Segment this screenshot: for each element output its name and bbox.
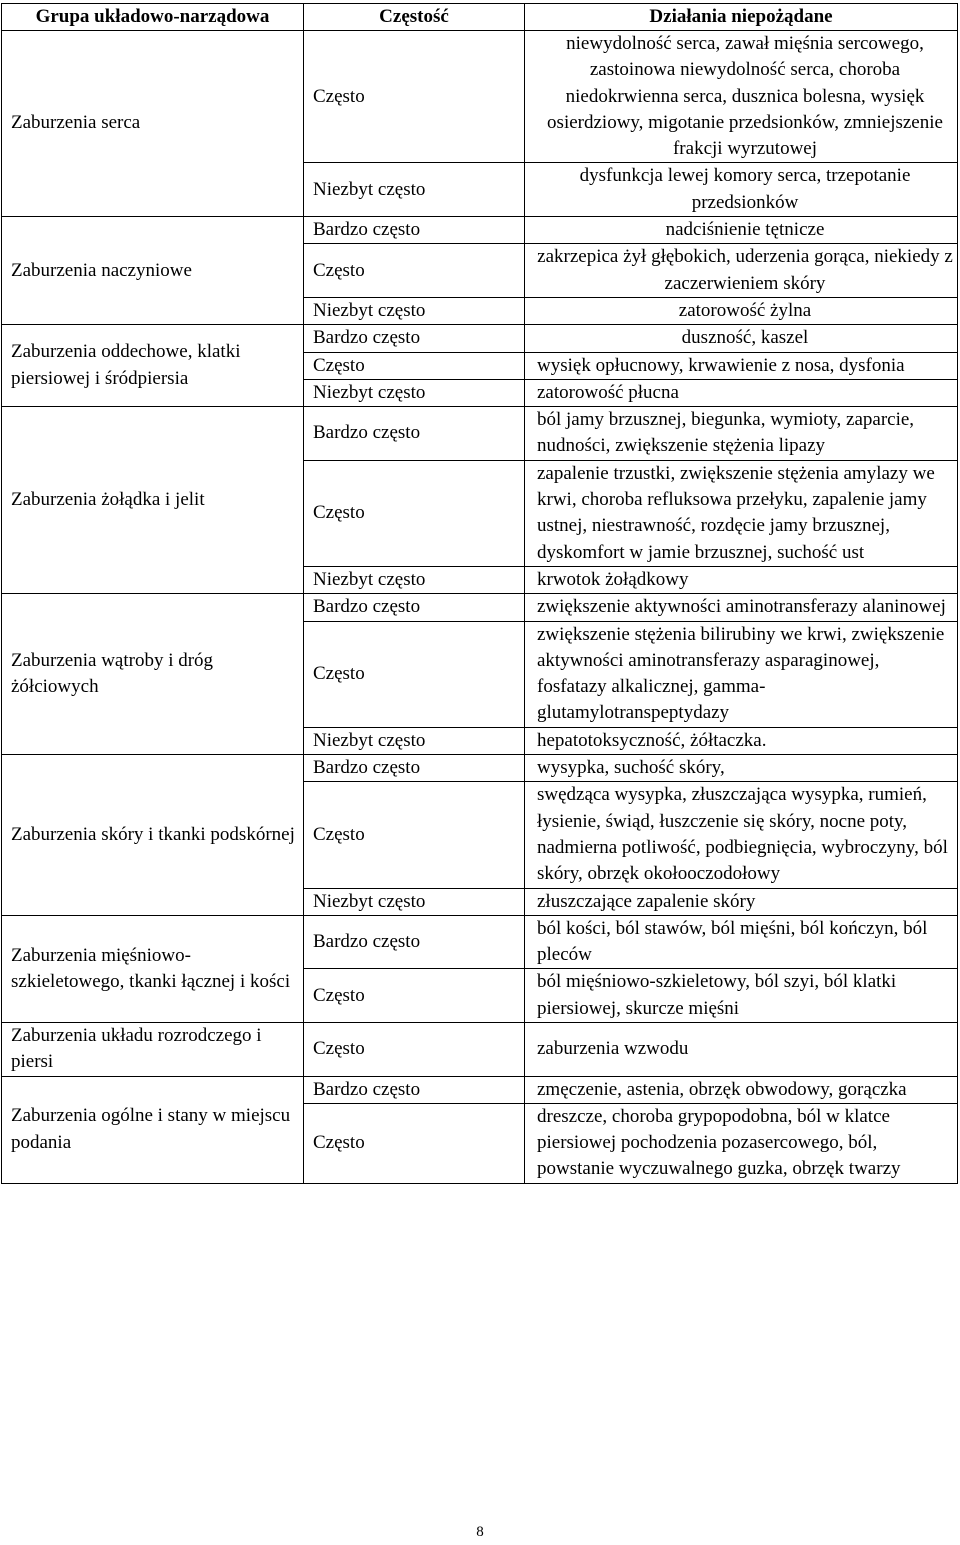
header-effects: Działania niepożądane: [525, 4, 958, 31]
adverse-effects-cell: ból mięśniowo-szkieletowy, ból szyi, ból klatki piersiowej, skurcze mięśni: [525, 969, 958, 1023]
adverse-effects-cell: ból jamy brzusznej, biegunka, wymioty, zaparcie, nudności, zwiększenie stężenia lipazy: [525, 407, 958, 461]
header-group: Grupa układowo-narządowa: [2, 4, 304, 31]
table-row: [2, 1076, 958, 1103]
frequency-cell: Bardzo często: [304, 1076, 525, 1103]
frequency-cell: Często: [304, 782, 525, 888]
adverse-effects-cell: zwiększenie aktywności aminotransferazy alaninowej: [525, 594, 958, 621]
frequency-cell: Bardzo często: [304, 217, 525, 244]
organ-group-cell: Zaburzenia mięśniowo-szkieletowego, tkanki łącznej i kości: [2, 915, 304, 1022]
frequency-cell: Często: [304, 1022, 525, 1076]
adverse-effects-cell: zwiększenie stężenia bilirubiny we krwi, zwiększenie aktywności aminotransferazy asparaginowej, fosfatazy alkalicznej, gamma-glutamylotranspeptydazy: [525, 621, 958, 727]
organ-group-cell: Zaburzenia wątroby i dróg żółciowych: [2, 594, 304, 755]
adverse-effects-cell: dreszcze, choroba grypopodobna, ból w klatce piersiowej pochodzenia pozasercowego, ból, powstanie wyczuwalnego guzka, obrzęk twarzy: [525, 1103, 958, 1183]
frequency-cell: Często: [304, 969, 525, 1023]
adverse-effects-cell: wysypka, suchość skóry,: [525, 755, 958, 782]
table-row: [2, 407, 958, 461]
table-row: [2, 1022, 958, 1076]
frequency-cell: Niezbyt często: [304, 297, 525, 324]
frequency-cell: Często: [304, 1103, 525, 1183]
frequency-cell: Często: [304, 244, 525, 298]
frequency-cell: Często: [304, 460, 525, 566]
adverse-effects-cell: swędząca wysypka, złuszczająca wysypka, rumień, łysienie, świąd, łuszczenie się skóry, nocne poty, nadmierna potliwość, podbiegnięcia, wybroczyny, ból skóry, obrzęk okołooczodołowy: [525, 782, 958, 888]
table-header-row: [2, 4, 958, 31]
adverse-effects-cell: niewydolność serca, zawał mięśnia sercowego, zastoinowa niewydolność serca, choroba niedokrwienna serca, dusznica bolesna, wysięk osierdziowy, migotanie przedsionków, zmniejszenie frakcji wyrzutowej: [525, 31, 958, 163]
adverse-effects-cell: zatorowość płucna: [525, 379, 958, 406]
frequency-cell: Często: [304, 352, 525, 379]
frequency-cell: Bardzo często: [304, 407, 525, 461]
adverse-effects-cell: ból kości, ból stawów, ból mięśni, ból kończyn, ból pleców: [525, 915, 958, 969]
header-frequency: Częstość: [304, 4, 525, 31]
adverse-effects-cell: złuszczające zapalenie skóry: [525, 888, 958, 915]
table-row: [2, 31, 958, 163]
frequency-cell: Często: [304, 621, 525, 727]
organ-group-cell: Zaburzenia serca: [2, 31, 304, 217]
organ-group-cell: Zaburzenia naczyniowe: [2, 217, 304, 325]
table-row: [2, 217, 958, 244]
frequency-cell: Niezbyt często: [304, 727, 525, 754]
frequency-cell: Bardzo często: [304, 755, 525, 782]
adverse-effects-cell: zaburzenia wzwodu: [525, 1022, 958, 1076]
adverse-effects-cell: zapalenie trzustki, zwiększenie stężenia amylazy we krwi, choroba refluksowa przełyku, zapalenie jamy ustnej, niestrawność, rozdęcie jamy brzusznej, dyskomfort w jamie brzusznej, suchość ust: [525, 460, 958, 566]
adverse-effects-cell: zakrzepica żył głębokich, uderzenia gorąca, niekiedy z zaczerwieniem skóry: [525, 244, 958, 298]
organ-group-cell: Zaburzenia ogólne i stany w miejscu podania: [2, 1076, 304, 1183]
table-row: [2, 755, 958, 782]
adverse-effects-table: [1, 3, 958, 1184]
adverse-effects-cell: zatorowość żylna: [525, 297, 958, 324]
frequency-cell: Niezbyt często: [304, 888, 525, 915]
frequency-cell: Bardzo często: [304, 594, 525, 621]
table-row: [2, 325, 958, 352]
adverse-effects-cell: zmęczenie, astenia, obrzęk obwodowy, gorączka: [525, 1076, 958, 1103]
frequency-cell: Niezbyt często: [304, 566, 525, 593]
adverse-effects-cell: duszność, kaszel: [525, 325, 958, 352]
frequency-cell: Często: [304, 31, 525, 163]
frequency-cell: Bardzo często: [304, 325, 525, 352]
organ-group-cell: Zaburzenia żołądka i jelit: [2, 407, 304, 594]
adverse-effects-cell: nadciśnienie tętnicze: [525, 217, 958, 244]
page-number: 8: [476, 1524, 484, 1540]
table-row: [2, 594, 958, 621]
frequency-cell: Niezbyt często: [304, 163, 525, 217]
adverse-effects-cell: dysfunkcja lewej komory serca, trzepotanie przedsionków: [525, 163, 958, 217]
table-row: [2, 915, 958, 969]
organ-group-cell: Zaburzenia układu rozrodczego i piersi: [2, 1022, 304, 1076]
organ-group-cell: Zaburzenia skóry i tkanki podskórnej: [2, 755, 304, 916]
frequency-cell: Bardzo często: [304, 915, 525, 969]
frequency-cell: Niezbyt często: [304, 379, 525, 406]
table-body: [2, 31, 958, 1184]
adverse-effects-cell: wysięk opłucnowy, krwawienie z nosa, dysfonia: [525, 352, 958, 379]
adverse-effects-cell: hepatotoksyczność, żółtaczka.: [525, 727, 958, 754]
adverse-effects-cell: krwotok żołądkowy: [525, 566, 958, 593]
organ-group-cell: Zaburzenia oddechowe, klatki piersiowej i śródpiersia: [2, 325, 304, 407]
